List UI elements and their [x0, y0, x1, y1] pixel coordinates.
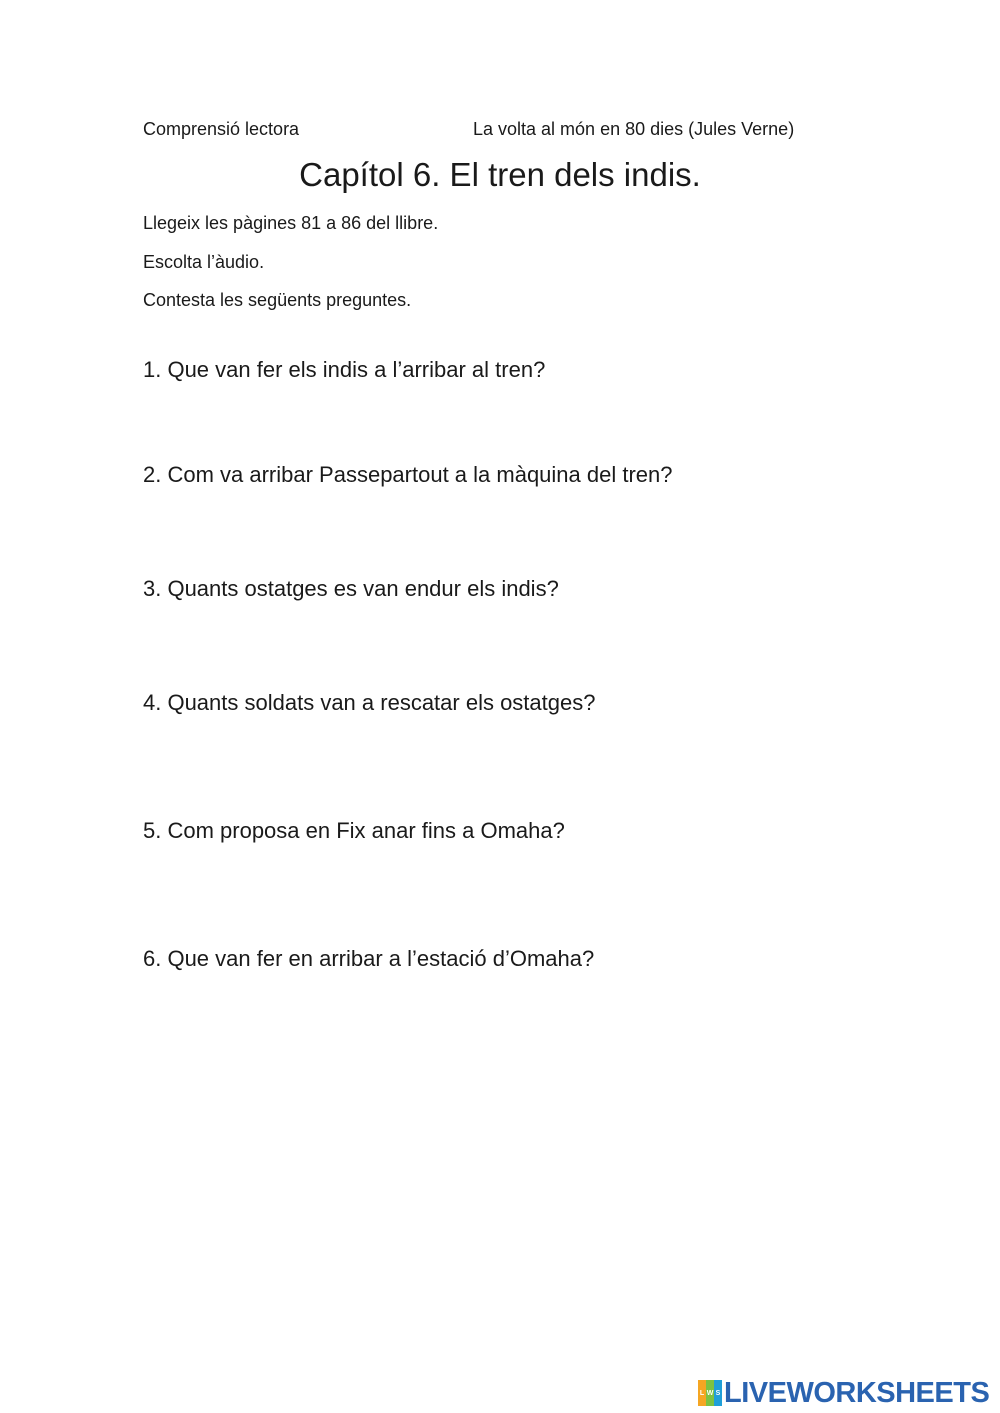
page-title: Capítol 6. El tren dels indis.	[299, 156, 701, 193]
logo-mark-letter: W	[706, 1380, 714, 1406]
question-2: 2. Com va arribar Passepartout a la màquina del tren?	[143, 462, 673, 487]
header-book-title: La volta al món en 80 dies (Jules Verne)	[473, 119, 795, 139]
question-5: 5. Com proposa en Fix anar fins a Omaha?	[143, 818, 565, 843]
instruction-answer: Contesta les següents preguntes.	[143, 290, 412, 310]
instruction-read: Llegeix les pàgines 81 a 86 del llibre.	[143, 213, 439, 233]
liveworksheets-logo	[698, 1378, 989, 1408]
instruction-listen: Escolta l’àudio.	[143, 252, 265, 272]
question-3: 3. Quants ostatges es van endur els indis?	[143, 576, 559, 601]
header-left-label: Comprensió lectora	[143, 119, 300, 139]
question-4: 4. Quants soldats van a rescatar els ostatges?	[143, 690, 596, 715]
liveworksheets-mark-icon	[698, 1380, 722, 1406]
question-6: 6. Que van fer en arribar a l’estació d’Omaha?	[143, 946, 595, 971]
question-1: 1. Que van fer els indis a l’arribar al tren?	[143, 357, 546, 382]
logo-mark-letter: L	[698, 1380, 706, 1406]
logo-mark-letter: S	[714, 1380, 722, 1406]
logo-text: LIVEWORKSHEETS	[724, 1376, 990, 1409]
